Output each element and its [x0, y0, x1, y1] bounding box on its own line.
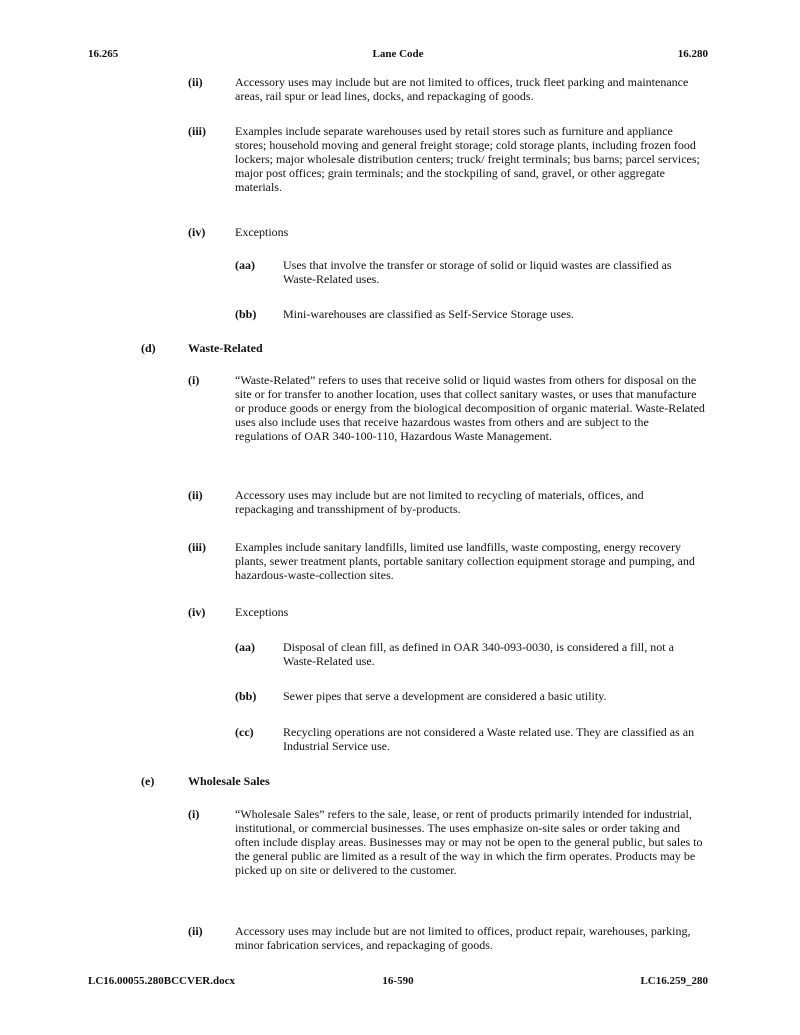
- clause-label: (i): [188, 807, 200, 821]
- clause-label: (ii): [188, 75, 203, 89]
- clause-label: (bb): [235, 689, 257, 703]
- clause-text: Uses that involve the transfer or storage of solid or liquid wastes are classified as Waste-Related uses.: [283, 258, 672, 286]
- clause-label: (iv): [188, 605, 206, 619]
- footer-section-range: LC16.259_280: [640, 975, 708, 987]
- clause-text: Accessory uses may include but are not limited to offices, product repair, warehouses, parking, minor fabrication services, and repackaging of goods.: [235, 924, 691, 952]
- clause-label: (ii): [188, 488, 203, 502]
- clause-label: (bb): [235, 307, 257, 321]
- page-header: [88, 48, 708, 66]
- header-section-end: 16.280: [677, 48, 708, 60]
- clause-text: Recycling operations are not considered a Waste related use. They are classified as an Industrial Service use.: [283, 725, 695, 753]
- clause-text: Accessory uses may include but are not limited to recycling of materials, offices, and repackaging and transshipment of by-products.: [235, 488, 644, 516]
- clause-label: (i): [188, 373, 200, 387]
- clause-text: Sewer pipes that serve a development are considered a basic utility.: [283, 689, 607, 703]
- section-label: (e): [141, 774, 155, 788]
- clause-text: Exceptions: [235, 605, 289, 619]
- clause-label: (aa): [235, 640, 255, 654]
- section-label: (d): [141, 341, 156, 355]
- section-title: Waste-Related: [188, 341, 263, 355]
- footer-filename: LC16.00055.280BCCVER.docx: [88, 975, 235, 987]
- clause-text: “Waste-Related” refers to uses that receive solid or liquid wastes from others for disposal on the site or for transfer to another location, uses that collect sanitary wastes, or uses that manufacture or produce goods or energy from the biological decomposition of organic material. Waste-Related uses also include uses that receive hazardous wastes from others and are subject to the regulations of OAR 340-100-110, Hazardous Waste Management.: [235, 373, 705, 443]
- clause-label: (cc): [235, 725, 254, 739]
- clause-text: Exceptions: [235, 225, 289, 239]
- clause-label: (iv): [188, 225, 206, 239]
- clause-text: Mini-warehouses are classified as Self-Service Storage uses.: [283, 307, 574, 321]
- page-footer: [88, 975, 708, 993]
- header-section-start: 16.265: [88, 48, 119, 60]
- clause-label: (iii): [188, 124, 206, 138]
- section-title: Wholesale Sales: [188, 774, 270, 788]
- clause-text: Accessory uses may include but are not limited to offices, truck fleet parking and maintenance areas, rail spur or lead lines, docks, and repackaging of goods.: [235, 75, 689, 103]
- clause-label: (aa): [235, 258, 255, 272]
- clause-text: “Wholesale Sales” refers to the sale, lease, or rent of products primarily intended for industrial, institutional, or commercial businesses. The uses emphasize on-site sales or order taking and often include display areas. Businesses may or may not be open to the general public, but sales to the general public are limited as a result of the way in which the firm operates. Products may be picked up on site or delivered to the customer.: [235, 807, 703, 877]
- clause-label: (ii): [188, 924, 203, 938]
- clause-text: Examples include sanitary landfills, limited use landfills, waste composting, energy recovery plants, sewer treatment plants, portable sanitary collection equipment storage and pumping, and hazardous-waste-collection sites.: [235, 540, 695, 582]
- footer-page-number: 16-590: [382, 975, 414, 987]
- clause-label: (iii): [188, 540, 206, 554]
- header-title: Lane Code: [372, 48, 424, 60]
- clause-text: Disposal of clean fill, as defined in OAR 340-093-0030, is considered a fill, not a Waste-Related use.: [283, 640, 674, 668]
- clause-text: Examples include separate warehouses used by retail stores such as furniture and appliance stores; household moving and general freight storage; cold storage plants, including frozen food lockers; major wholesale distribution centers; truck/ freight terminals; bus barns; parcel services; major post offices; grain terminals; and the stockpiling of sand, gravel, or other aggregate materials.: [235, 124, 700, 194]
